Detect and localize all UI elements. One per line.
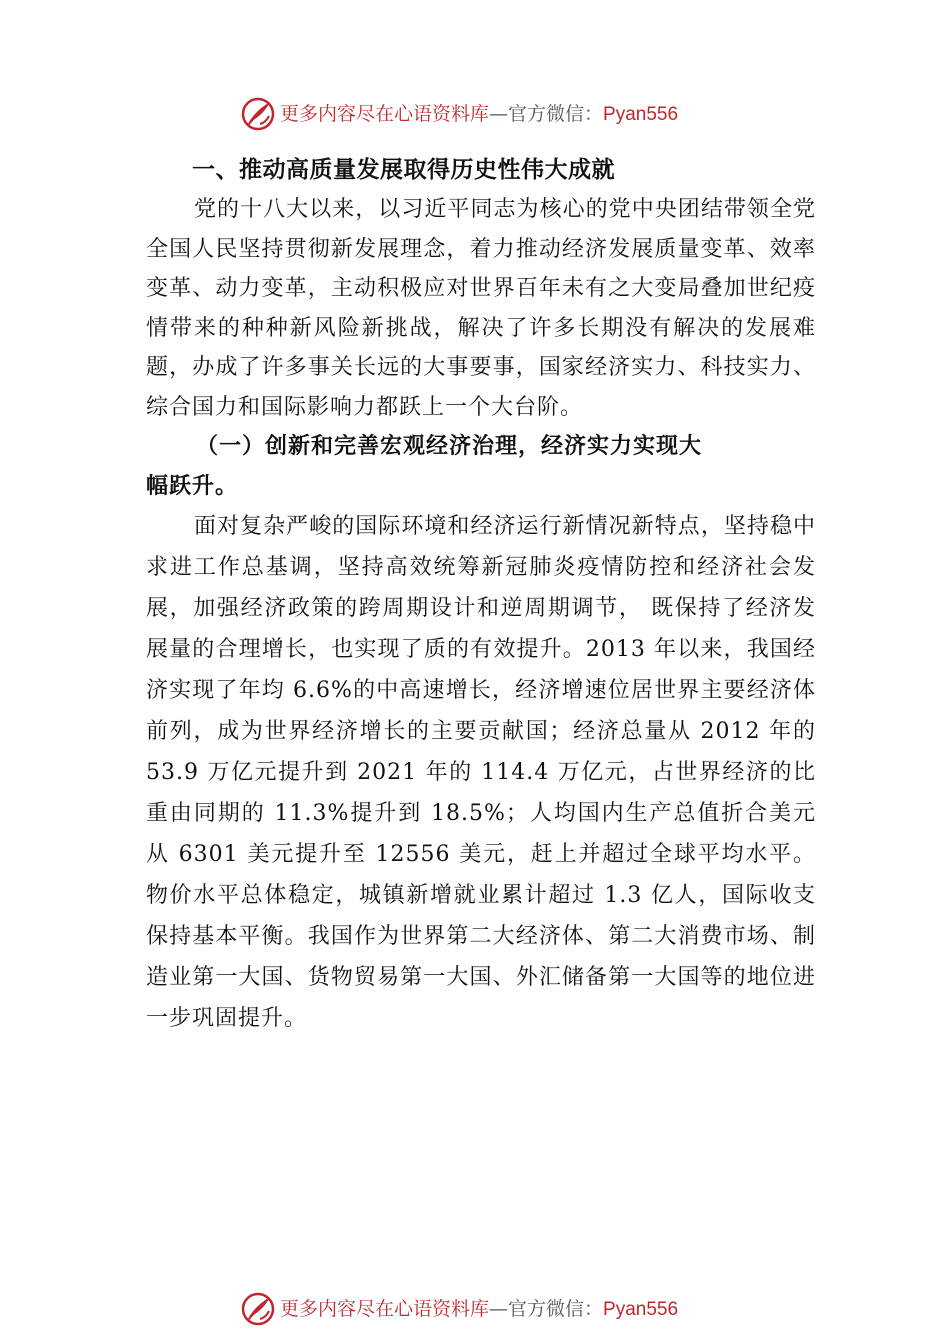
subsection-heading-line1: （一）创新和完善宏观经济治理，经济实力实现大: [196, 433, 703, 459]
banner-separator: —: [489, 1297, 509, 1320]
subsection-heading: [146, 427, 816, 506]
banner-wechat-label: 官方微信：: [508, 1297, 604, 1320]
intro-paragraph: 党的十八大以来，以习近平同志为核心的党中央团结带领全党全国人民坚持贯彻新发展理念，着力推动经济发展质量变革、效率变革、动力变革，主动积极应对世界百年未有之大变局叠加世纪疫情带来的种种新风险新挑战，解决了许多长期没有解决的发展难题，办成了许多事关长远的大事要事，国家经济实力、科技实力、综合国力和国际影响力都跃上一个大台阶。: [146, 197, 816, 420]
banner-wechat-id: Pyan556: [603, 1298, 679, 1320]
banner-wechat-id: Pyan556: [603, 103, 679, 125]
footer-banner: [240, 1290, 760, 1328]
banner-separator: —: [489, 102, 509, 125]
section-heading: 一、推动高质量发展取得历史性伟大成就: [192, 157, 615, 183]
banner-brand: 更多内容尽在心语资料库: [280, 1297, 490, 1320]
banner-text: [280, 1290, 678, 1329]
banner-brand: 更多内容尽在心语资料库: [280, 102, 490, 125]
banner-wechat-label: 官方微信：: [508, 102, 604, 125]
banner-text: [280, 95, 678, 134]
body-paragraph: 面对复杂严峻的国际环境和经济运行新情况新特点，坚持稳中求进工作总基调，坚持高效统筹新冠肺炎疫情防控和经济社会发展，加强经济政策的跨周期设计和逆周期调节， 既保持了经济发展量的合理增长，也实现了质的有效提升。2013 年以来，我国经济实现了年均 6.6%的中高速增长，经济增速位居世界主要经济体前列，成为世界经济增长的主要贡献国；经济总量从 2012 年的 53.9 万亿元提升到 2021 年的 114.4 万亿元，占世界经济的比重由同期的 11.3%提升到 18.5%；人均国内生产总值折合美元从 6301 美元提升至 12556 美元，赶上并超过全球平均水平。物价水平总体稳定，城镇新增就业累计超过 1.3 亿人，国际收支保持基本平衡。我国作为世界第二大经济体、第二大消费市场、制造业第一大国、货物贸易第一大国、外汇储备第一大国等的地位进一步巩固提升。: [146, 514, 816, 1031]
feather-pen-logo-icon: [240, 96, 276, 132]
feather-pen-logo-icon: [240, 1291, 276, 1327]
document-body: [146, 150, 816, 1039]
subsection-heading-line2: 幅跃升。: [146, 472, 239, 499]
header-banner: [240, 95, 760, 133]
